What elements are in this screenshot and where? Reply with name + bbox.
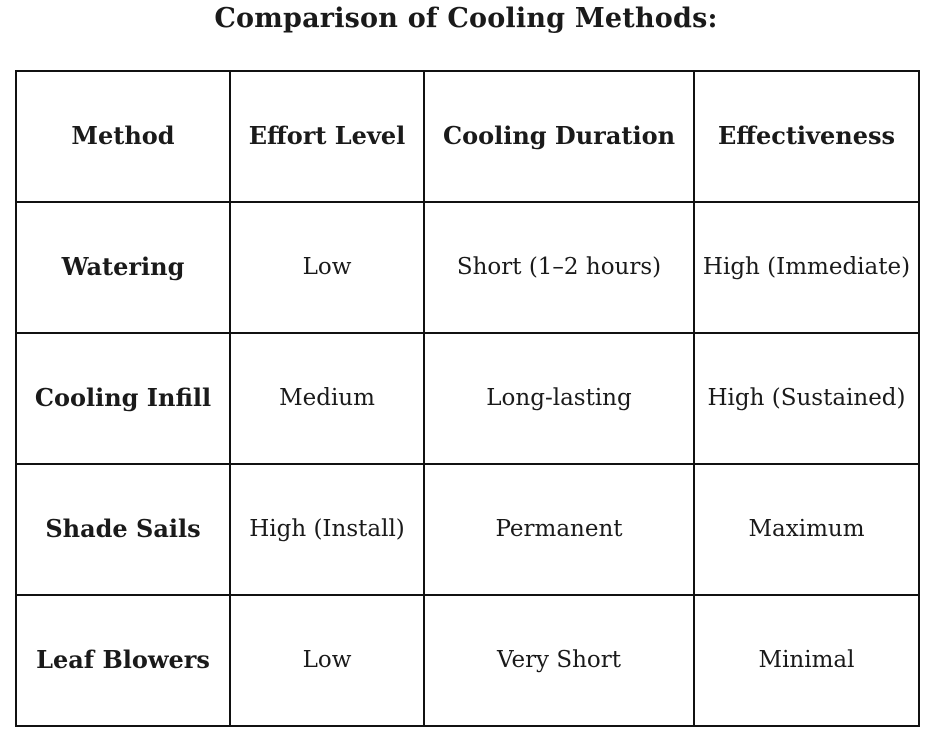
method-cell: Leaf Blowers bbox=[16, 595, 230, 726]
table-row bbox=[16, 595, 919, 726]
table-row bbox=[16, 202, 919, 333]
duration-cell: Short (1–2 hours) bbox=[424, 202, 694, 333]
method-cell: Cooling Infill bbox=[16, 333, 230, 464]
effort-cell: Low bbox=[230, 202, 424, 333]
effectiveness-cell: High (Sustained) bbox=[694, 333, 919, 464]
header-method: Method bbox=[16, 71, 230, 202]
header-effectiveness: Effectiveness bbox=[694, 71, 919, 202]
effectiveness-cell: Minimal bbox=[694, 595, 919, 726]
page-title: Comparison of Cooling Methods: bbox=[214, 3, 718, 34]
table-row bbox=[16, 333, 919, 464]
effectiveness-cell: Maximum bbox=[694, 464, 919, 595]
duration-cell: Long-lasting bbox=[424, 333, 694, 464]
method-cell: Watering bbox=[16, 202, 230, 333]
effort-cell: Medium bbox=[230, 333, 424, 464]
effectiveness-cell: High (Immediate) bbox=[694, 202, 919, 333]
duration-cell: Permanent bbox=[424, 464, 694, 595]
method-cell: Shade Sails bbox=[16, 464, 230, 595]
header-cooling-duration: Cooling Duration bbox=[424, 71, 694, 202]
effort-cell: High (Install) bbox=[230, 464, 424, 595]
table-header-row bbox=[16, 71, 919, 202]
header-effort-level: Effort Level bbox=[230, 71, 424, 202]
duration-cell: Very Short bbox=[424, 595, 694, 726]
comparison-table bbox=[15, 70, 920, 727]
effort-cell: Low bbox=[230, 595, 424, 726]
table-row bbox=[16, 464, 919, 595]
